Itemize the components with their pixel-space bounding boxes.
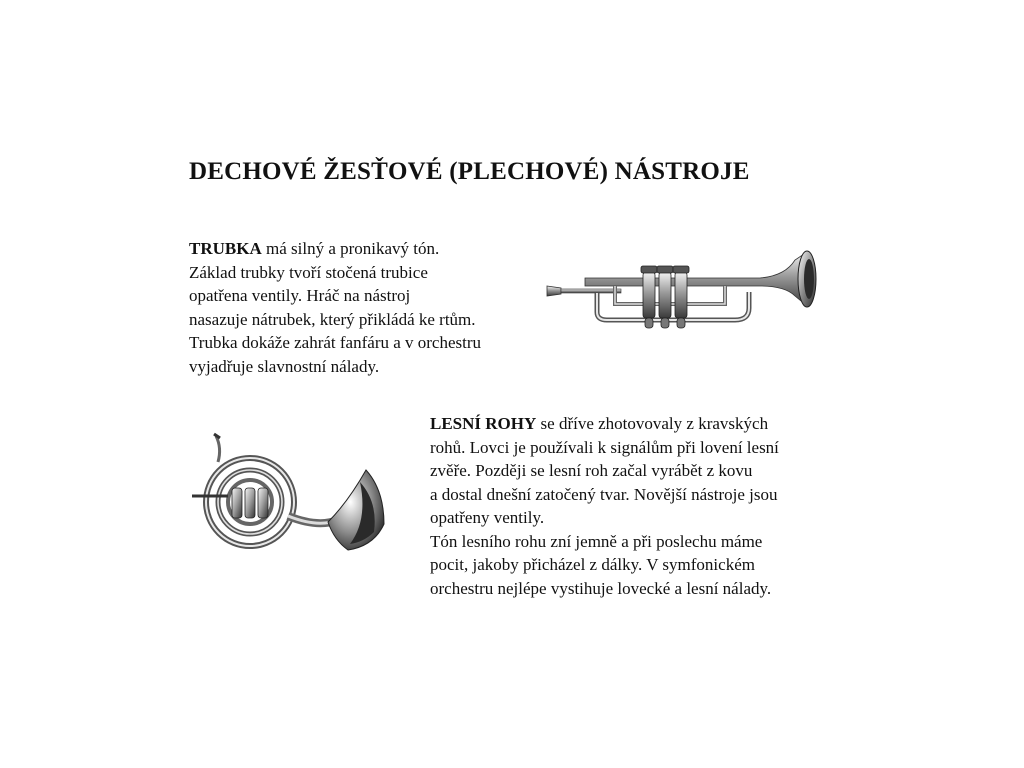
horn-paragraph [430,412,779,600]
page-title: DECHOVÉ ŽESŤOVÉ (PLECHOVÉ) NÁSTROJE [189,158,750,185]
trumpet-line: nasazuje nátrubek, který přikládá ke rtům. [189,309,476,329]
horn-line: orchestru nejlépe vystihuje lovecké a lesní nálady. [430,578,772,598]
trumpet-line: opatřena ventily. Hráč na nástroj [189,286,411,305]
horn-line: a dostal dnešní zatočený tvar. Novější nástroje jsou [430,484,778,504]
trumpet-heading: TRUBKA [189,239,262,258]
horn-line-1 [430,412,779,436]
horn-line: Tón lesního rohu zní jemně a při poslechu máme [430,531,763,551]
horn-line: rohů. Lovci je používali k signálům při lovení lesní [430,437,779,457]
trumpet-line: Trubka dokáže zahrát fanfáru a v orchestru [189,333,482,352]
horn-line-text: se dříve zhotovovaly z kravských [536,414,769,433]
trumpet-line-1 [189,237,481,261]
horn-line: zvěře. Později se lesní roh začal vyrábět z kovu [430,461,753,480]
french-horn-image [188,432,388,560]
trumpet-line-text: má silný a pronikavý tón. [261,239,440,258]
horn-line: pocit, jakoby přicházel z dálky. V symfonickém [430,555,755,574]
horn-line: opatřeny ventily. [430,508,545,527]
horn-heading: LESNÍ ROHY [430,414,537,433]
trumpet-line: vyjadřuje slavnostní nálady. [189,356,380,376]
trumpet-line: Základ trubky tvoří stočená trubice [189,262,428,282]
trumpet-paragraph [189,237,481,378]
trumpet-image [545,246,820,334]
